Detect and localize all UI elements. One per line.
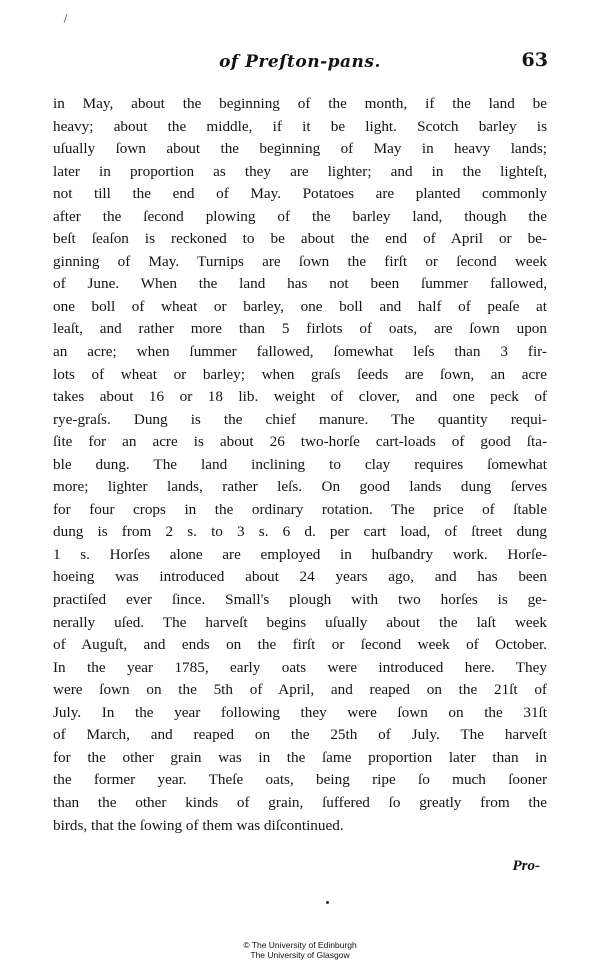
body-paragraph [53, 93, 547, 837]
footer-line-glasgow: The University of Glasgow [250, 950, 350, 960]
text-line: birds, that the ſowing of them was diſcontinued. [53, 816, 344, 834]
text-line: of June. When the land has not been ſummer fallowed, [53, 275, 547, 293]
copyright-footer [0, 940, 600, 960]
signature-dot [326, 901, 329, 904]
text-line: July. In the year following they were ſown on the 31ſt [53, 703, 547, 721]
text-line: ble dung. The land inclining to clay requires ſomewhat [53, 455, 547, 473]
text-line: nerally uſed. The harveſt begins uſually about the laſt week [53, 613, 547, 631]
text-line: the former year. Theſe oats, being ripe ſo much ſooner [53, 771, 547, 789]
text-line: hoeing was introduced about 24 years ago, and has been [53, 568, 547, 586]
text-line: one boll of wheat or barley, one boll and half of peaſe at [53, 297, 547, 315]
text-line: than the other kinds of grain, ſuffered ſo greatly from the [53, 793, 547, 811]
running-title: of Preſton-pans. [219, 52, 381, 72]
margin-mark [64, 14, 68, 23]
text-line: of March, and reaped on the 25th of July. The harveſt [53, 726, 547, 744]
text-line: heavy; about the middle, if it be light. Scotch barley is [53, 117, 547, 135]
text-line: for four crops in the ordinary rotation. The price of ſtable [53, 500, 547, 518]
text-line: ginning of May. Turnips are ſown the firſt or ſecond week [53, 252, 547, 270]
text-line: of Auguſt, and ends on the firſt or ſecond week of October. [53, 636, 547, 654]
text-line: beſt ſeaſon is reckoned to be about the end of April or be- [53, 230, 547, 248]
text-line: rye-graſs. Dung is the chief manure. The quantity requi- [53, 410, 547, 428]
text-line: leaſt, and rather more than 5 firlots of oats, are ſown upon [53, 320, 547, 338]
text-line: were ſown on the 5th of April, and reaped on the 21ſt of [53, 681, 547, 699]
text-line: not till the end of May. Potatoes are planted commonly [53, 185, 547, 203]
text-line: after the ſecond plowing of the barley land, though the [53, 207, 547, 225]
text-line: takes about 16 or 18 lib. weight of clover, and one peck of [53, 388, 547, 406]
text-line: dung is from 2 s. to 3 s. 6 d. per cart load, of ſtreet dung [53, 523, 547, 541]
text-line: lots of wheat or barley; when graſs ſeeds are ſown, an acre [53, 365, 547, 383]
text-line: practiſed ever ſince. Small's plough with two horſes is ge- [53, 591, 547, 609]
text-line: more; lighter lands, rather leſs. On good lands dung ſerves [53, 478, 547, 496]
catchword: Pro- [512, 858, 540, 874]
text-line: 1 s. Horſes alone are employed in huſbandry work. Horſe- [53, 545, 547, 563]
text-line: uſually ſown about the beginning of May in heavy lands; [53, 140, 547, 158]
text-line: in May, about the beginning of the month, if the land be [53, 95, 547, 112]
text-line: for the other grain was in the ſame proportion later than in [53, 748, 547, 766]
text-line: later in proportion as they are lighter; and in the lighteſt, [53, 162, 547, 180]
page-number: 63 [521, 49, 548, 71]
text-line: an acre; when ſummer fallowed, ſomewhat leſs than 3 fir- [53, 343, 547, 361]
text-line: In the year 1785, early oats were introduced here. They [53, 658, 547, 676]
text-line: ſite for an acre is about 26 two-horſe cart-loads of good ſta- [53, 433, 547, 451]
footer-line-edinburgh: © The University of Edinburgh [243, 940, 357, 950]
